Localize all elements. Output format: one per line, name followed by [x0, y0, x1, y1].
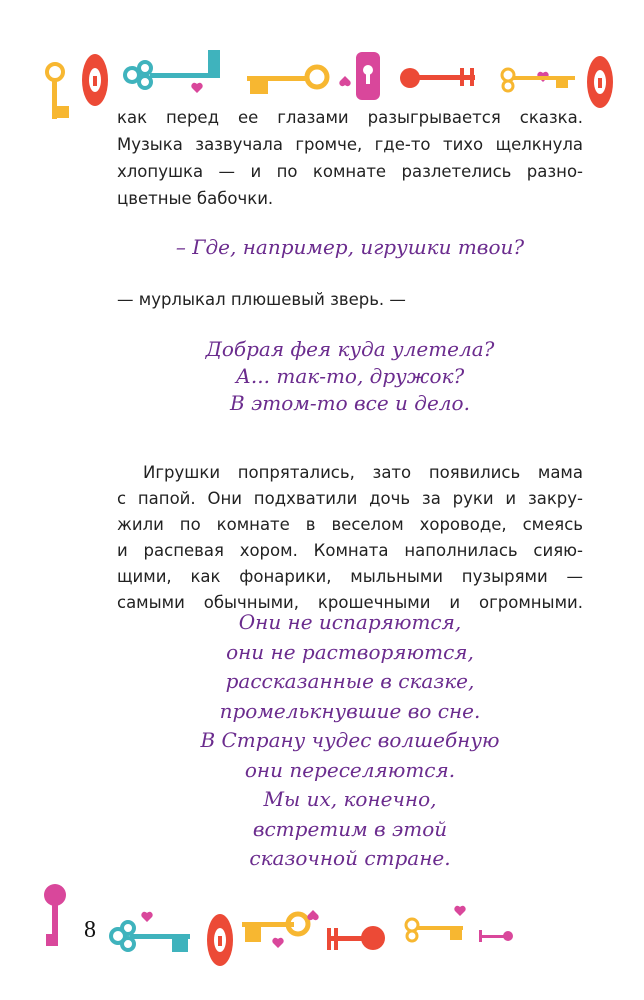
- poem-line: Они не испаряются,: [238, 610, 462, 634]
- teal-key-icon: [125, 50, 220, 88]
- paragraph-main: [117, 460, 583, 616]
- pink-key-icon: [44, 884, 66, 946]
- heart-icon: [141, 912, 152, 922]
- narration-line: — мурлыкал плюшевый зверь. —: [117, 290, 406, 309]
- poem-line: сказочной стране.: [249, 846, 451, 870]
- pink-key-icon: [479, 930, 513, 942]
- keyhole-plate-icon: [82, 54, 108, 106]
- yellow-key-icon: [406, 919, 463, 941]
- text-line: Музыка зазвучала громче, где-то тихо щелкнула: [117, 135, 583, 154]
- quote-line: [90, 234, 610, 261]
- red-key-icon: [327, 926, 385, 950]
- yellow-key-icon: [502, 69, 575, 91]
- poem-line: Мы их, конечно,: [263, 787, 437, 811]
- heart-icon: [454, 906, 465, 916]
- keyhole-plate-icon: [207, 914, 233, 966]
- narration: [117, 286, 583, 313]
- text-line: щими, как фонарики, мыльными пузырями —: [117, 567, 583, 586]
- poem-line: они переселяются.: [244, 757, 456, 782]
- text-line: с папой. Они подхватили дочь за руки и закру-: [117, 489, 583, 508]
- yellow-key-icon: [247, 67, 327, 94]
- teal-key-icon: [111, 922, 190, 952]
- yellow-key-icon: [242, 914, 308, 942]
- heart-icon: [191, 83, 202, 93]
- page-number: 8: [84, 917, 96, 943]
- text-line: как перед ее глазами разыгрывается сказка.: [117, 108, 583, 127]
- heart-icon: [307, 910, 318, 920]
- heart-icon: [272, 938, 283, 948]
- poem-line: Добрая фея куда улетела?: [205, 337, 495, 361]
- red-key-icon: [400, 68, 475, 88]
- poem-line: рассказанные в сказке,: [225, 669, 475, 693]
- text-line: жили по комнате в веселом хороводе, смеясь: [117, 515, 583, 534]
- text-line: и распевая хором. Комната наполнилась сияю-: [117, 541, 583, 560]
- poem-line: они не растворяются,: [226, 639, 474, 664]
- text-line: хлопушка — и по комнате разлетелись разно-: [117, 162, 583, 181]
- poem-line: встретим в этой: [252, 816, 448, 841]
- quote-text: – Где, например, игрушки твои?: [175, 235, 525, 259]
- poem-2: [90, 608, 610, 874]
- yellow-key-icon: [47, 64, 69, 119]
- poem-line: В этом-то все и дело.: [230, 391, 470, 415]
- text-line: Игрушки попрятались, зато появились мама: [143, 463, 583, 482]
- keyhole-plate-icon: [356, 52, 380, 100]
- poem-line: В Страну чудес волшебную: [200, 728, 500, 752]
- bottom-keys-border: [0, 870, 644, 990]
- text-line: самыми обычными, крошечными и огромными.: [117, 593, 583, 612]
- poem-line: А... так-то, дружок?: [235, 364, 465, 388]
- text-line: цветные бабочки.: [117, 189, 274, 208]
- heart-icon: [339, 76, 350, 86]
- poem-line: промелькнувшие во сне.: [219, 698, 481, 723]
- paragraph-top: [117, 104, 583, 212]
- keyhole-plate-icon: [587, 56, 613, 108]
- poem-1: [90, 336, 610, 417]
